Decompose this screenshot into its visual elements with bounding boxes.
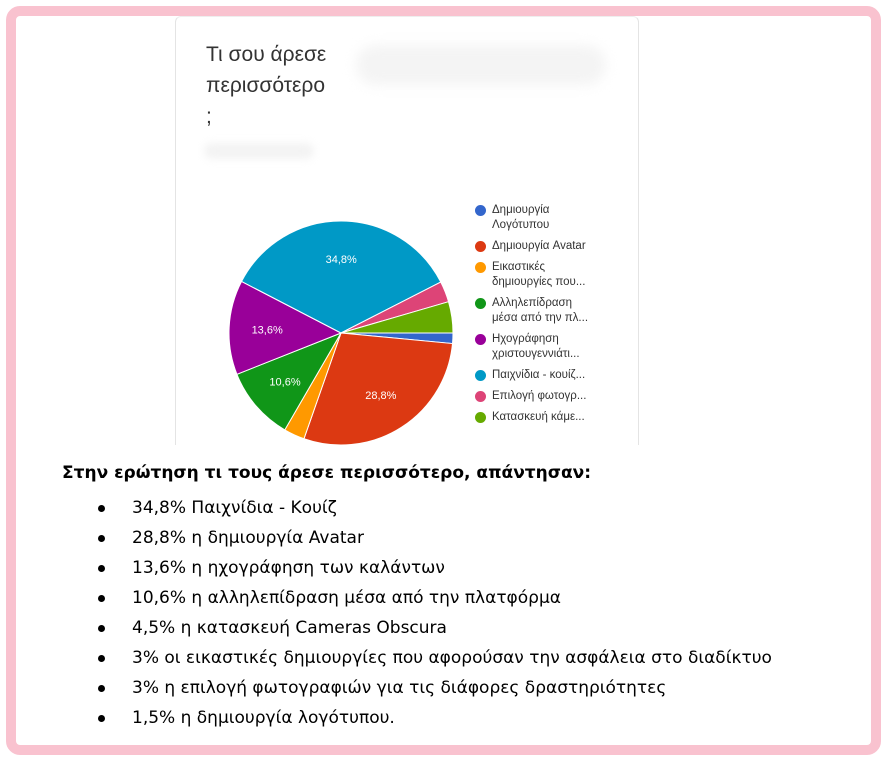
bullet-icon	[98, 595, 105, 602]
bullet-icon	[98, 715, 105, 722]
summary-item	[62, 643, 852, 673]
legend-label: Ηχογράφηση χριστουγεννιάτι...	[492, 333, 580, 360]
summary-heading: Στην ερώτηση τι τους άρεσε περισσότερο, απάντησαν:	[62, 463, 592, 483]
summary-list	[62, 493, 852, 733]
legend-swatch-icon	[475, 334, 486, 345]
legend-swatch-icon	[475, 412, 486, 423]
legend-label: Επιλογή φωτογρ...	[492, 390, 587, 402]
legend-swatch-icon	[475, 370, 486, 381]
pie-slice-label: 28,8%	[365, 390, 397, 403]
summary-item-text: 34,8% Παιχνίδια - Κουίζ	[132, 498, 337, 518]
bullet-icon	[98, 505, 105, 512]
summary-item-text: 1,5% η δημιουργία λογότυπου.	[132, 708, 395, 728]
pie-slice-label: 10,6%	[269, 376, 301, 389]
legend-item	[474, 239, 624, 254]
legend-label: Παιχνίδια - κουίζ...	[492, 369, 586, 381]
legend-item	[474, 368, 624, 383]
legend-swatch-icon	[475, 262, 486, 273]
summary-item-text: 28,8% η δημιουργία Avatar	[132, 528, 364, 548]
legend-swatch-icon	[475, 241, 486, 252]
chart-legend	[474, 203, 624, 431]
summary-item-text: 3% η επιλογή φωτογραφιών για τις διάφορες δραστηριότητες	[132, 678, 667, 698]
summary-item	[62, 523, 852, 553]
bullet-icon	[98, 535, 105, 542]
legend-item	[474, 296, 624, 326]
chart-title-line: περισσότερο	[206, 74, 326, 97]
summary-item-text: 3% οι εικαστικές δημιουργίες που αφορούσαν την ασφάλεια στο διαδίκτυο	[132, 648, 772, 668]
legend-item	[474, 389, 624, 404]
summary-item	[62, 583, 852, 613]
legend-swatch-icon	[475, 298, 486, 309]
summary-item	[62, 673, 852, 703]
legend-item	[474, 410, 624, 425]
summary-item	[62, 493, 852, 523]
summary-item	[62, 553, 852, 583]
chart-card	[175, 16, 639, 445]
legend-label: Δημιουργία Avatar	[492, 240, 586, 252]
summary-item	[62, 613, 852, 643]
legend-item	[474, 260, 624, 290]
summary-item-text: 4,5% η κατασκευή Cameras Obscura	[132, 618, 447, 638]
legend-swatch-icon	[475, 391, 486, 402]
summary-item	[62, 703, 852, 733]
legend-item	[474, 332, 624, 362]
legend-swatch-icon	[475, 205, 486, 216]
legend-label: Αλληλεπίδραση μέσα από την πλ...	[492, 297, 589, 324]
bullet-icon	[98, 625, 105, 632]
bullet-icon	[98, 655, 105, 662]
pie-slice-label: 13,6%	[251, 324, 283, 337]
chart-title-line: Τι σου άρεσε	[206, 43, 327, 66]
summary-item-text: 13,6% η ηχογράφηση των καλάντων	[132, 558, 445, 578]
chart-title-line: ;	[206, 105, 212, 128]
legend-label: Εικαστικές δημιουργίες που...	[492, 261, 586, 288]
bullet-icon	[98, 685, 105, 692]
legend-label: Κατασκευή κάμε...	[492, 411, 585, 423]
summary-section	[62, 463, 852, 733]
bullet-icon	[98, 565, 105, 572]
pie-slice-label: 34,8%	[325, 254, 357, 267]
legend-label: Δημιουργία Λογότυπου	[492, 204, 550, 231]
summary-item-text: 10,6% η αλληλεπίδραση μέσα από την πλατφόρμα	[132, 588, 561, 608]
legend-item	[474, 203, 624, 233]
